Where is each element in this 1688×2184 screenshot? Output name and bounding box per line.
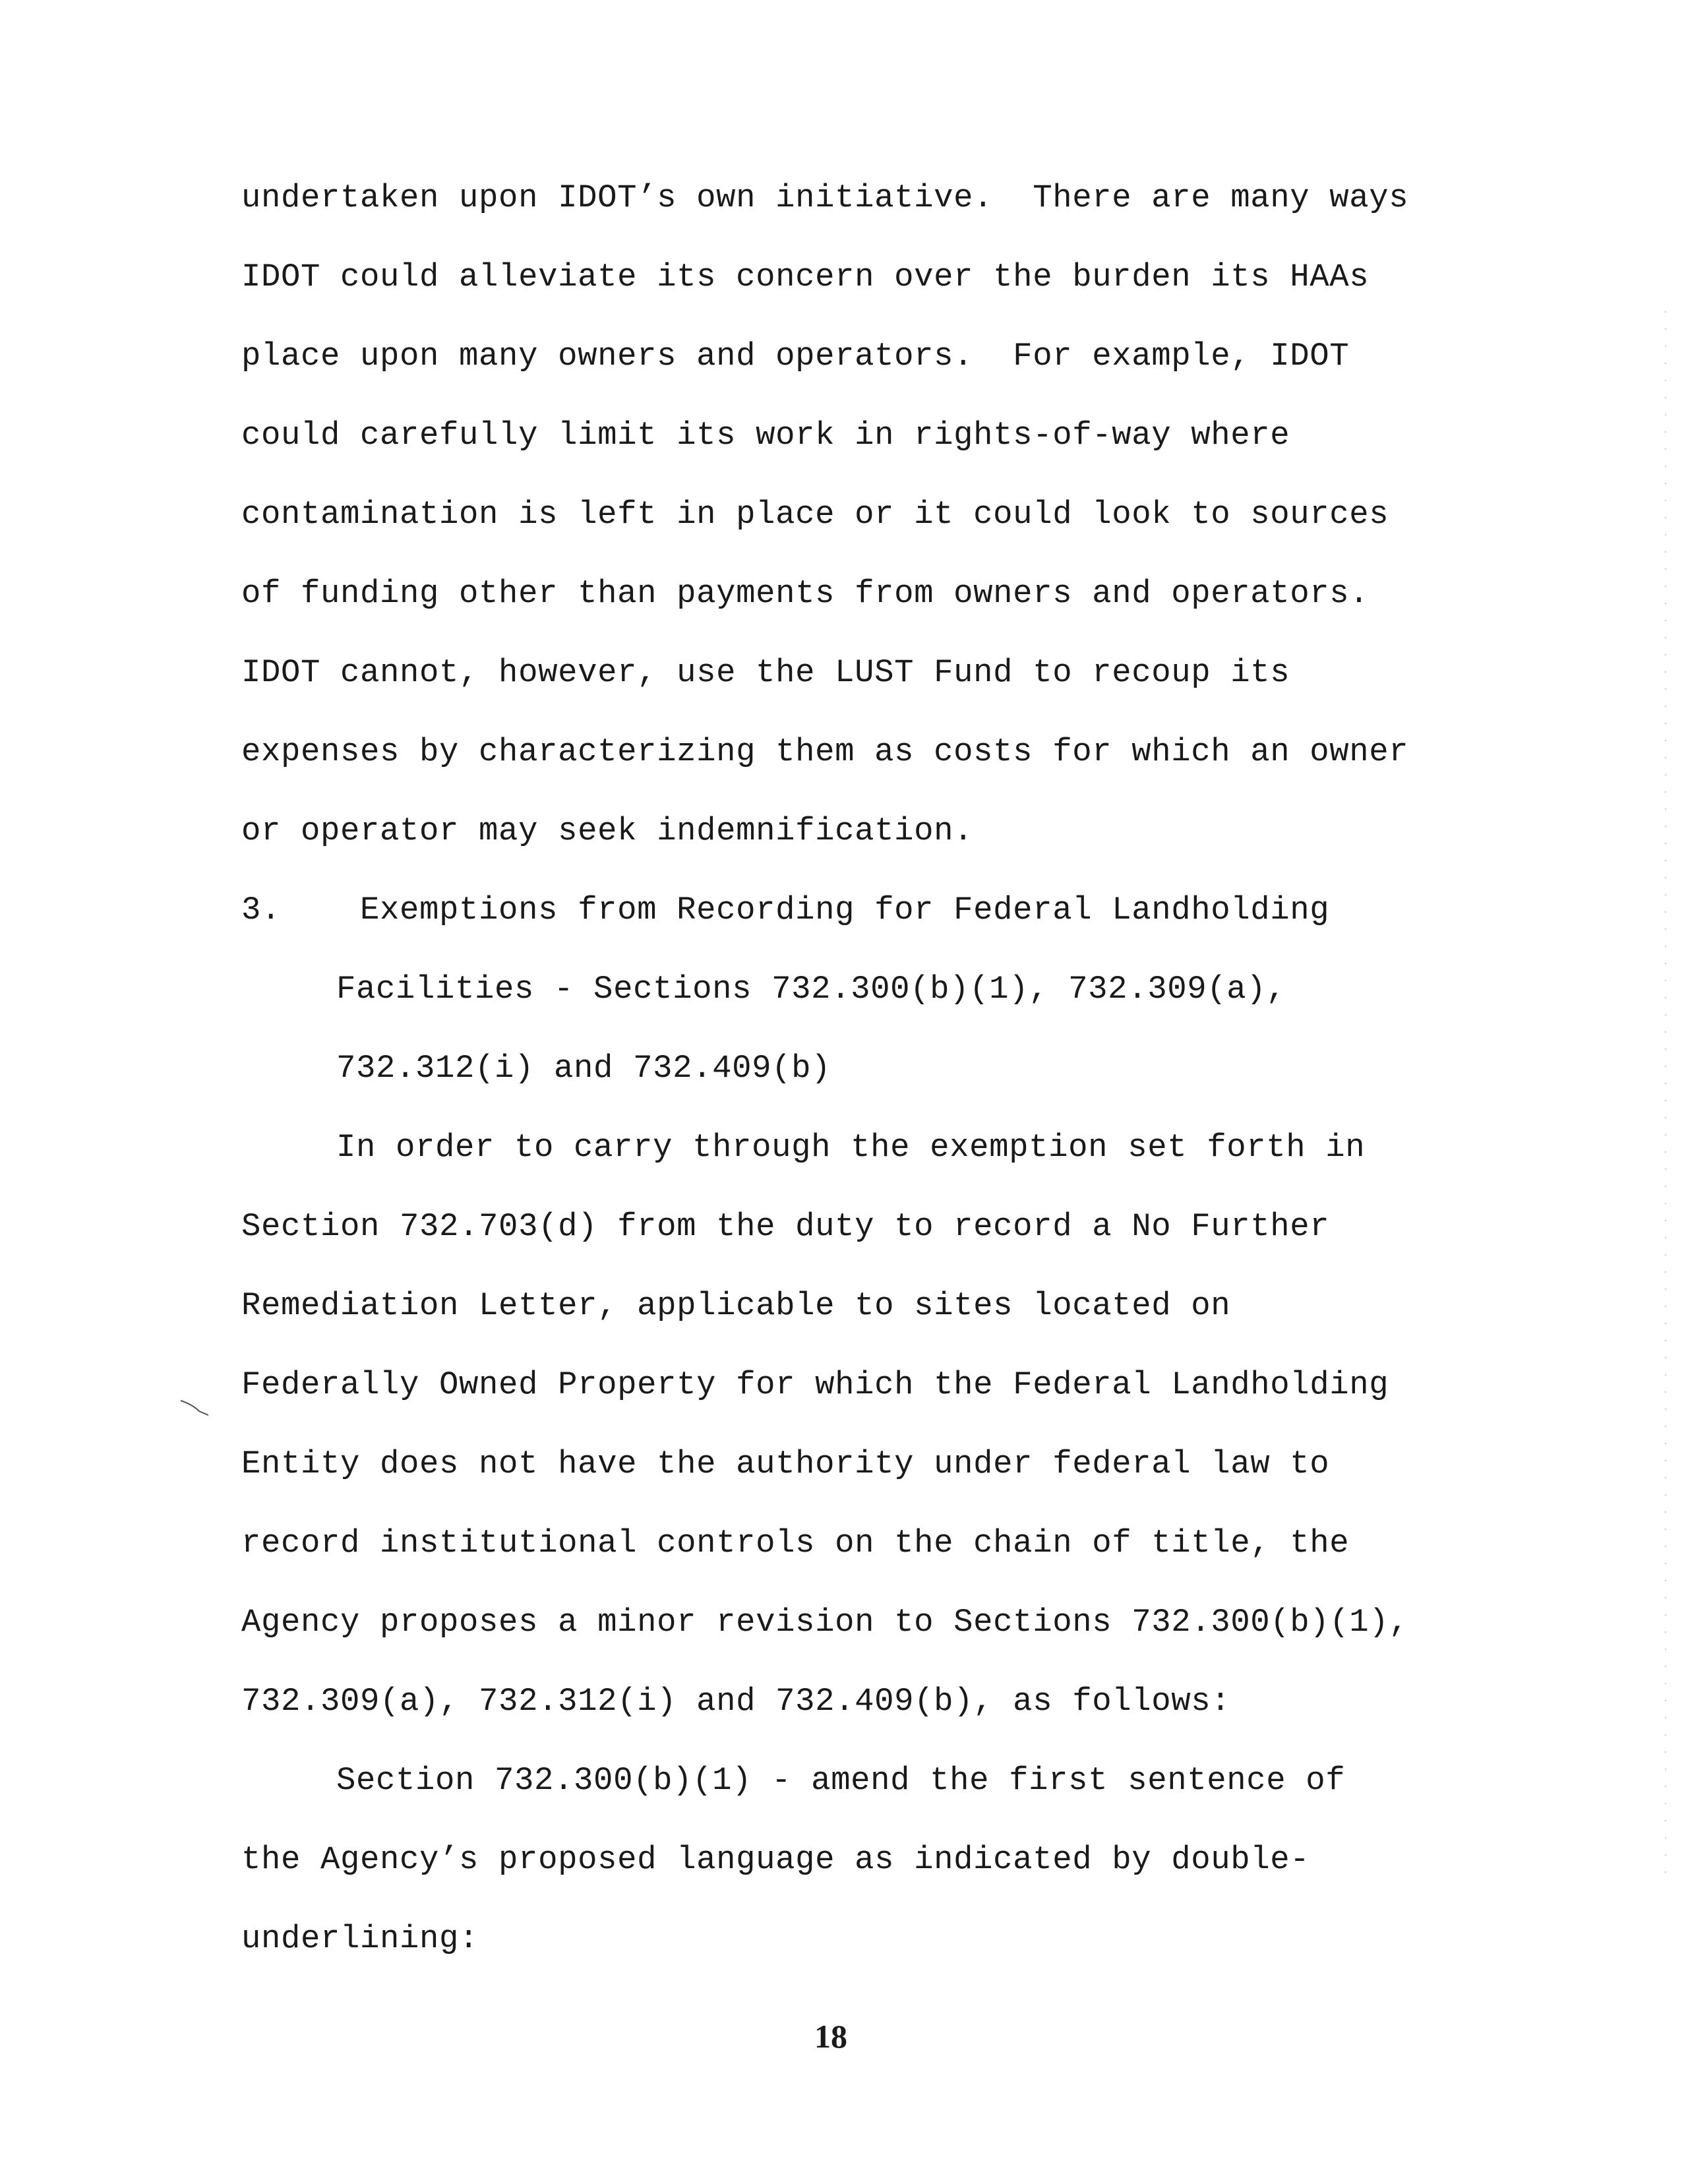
body-text-line: the Agency’s proposed language as indicated by double- (241, 1841, 1310, 1878)
body-text-line: Federally Owned Property for which the Federal Landholding (241, 1366, 1389, 1403)
section-heading-continued: Facilities - Sections 732.300(b)(1), 732.309(a), (336, 971, 1286, 1008)
body-text-line: IDOT could alleviate its concern over the burden its HAAs (241, 258, 1370, 295)
paragraph-first-line: Section 732.300(b)(1) - amend the first sentence of (336, 1762, 1346, 1799)
body-text-line: or operator may seek indemnification. (241, 812, 974, 849)
section-heading-continued: 732.312(i) and 732.409(b) (336, 1050, 831, 1087)
page-number: 18 (814, 2018, 847, 2055)
body-text-line: 732.309(a), 732.312(i) and 732.409(b), as follows: (241, 1683, 1231, 1720)
body-text-line: underlining: (241, 1920, 479, 1957)
body-text-line: could carefully limit its work in rights-of-way where (241, 417, 1290, 454)
paragraph-first-line: In order to carry through the exemption set forth in (336, 1129, 1366, 1166)
body-text-line: place upon many owners and operators. For example, IDOT (241, 338, 1350, 375)
body-text-line: Section 732.703(d) from the duty to record a No Further (241, 1208, 1330, 1245)
scan-edge-artifact (1662, 303, 1670, 1886)
body-text-line: IDOT cannot, however, use the LUST Fund to recoup its (241, 654, 1290, 691)
body-text-line: contamination is left in place or it could look to sources (241, 496, 1389, 533)
body-text-line: undertaken upon IDOT’s own initiative. There are many ways (241, 179, 1409, 216)
body-text-line: Entity does not have the authority under federal law to (241, 1445, 1330, 1482)
body-text-line: of funding other than payments from owners and operators. (241, 575, 1370, 612)
body-text-line: Agency proposes a minor revision to Sections 732.300(b)(1), (241, 1604, 1409, 1641)
body-text-line: record institutional controls on the chain of title, the (241, 1525, 1350, 1562)
body-text-line: Remediation Letter, applicable to sites located on (241, 1287, 1231, 1324)
section-heading: 3. Exemptions from Recording for Federal Landholding (241, 892, 1330, 928)
stray-pen-mark (179, 1398, 210, 1418)
body-text-line: expenses by characterizing them as costs for which an owner (241, 733, 1409, 770)
